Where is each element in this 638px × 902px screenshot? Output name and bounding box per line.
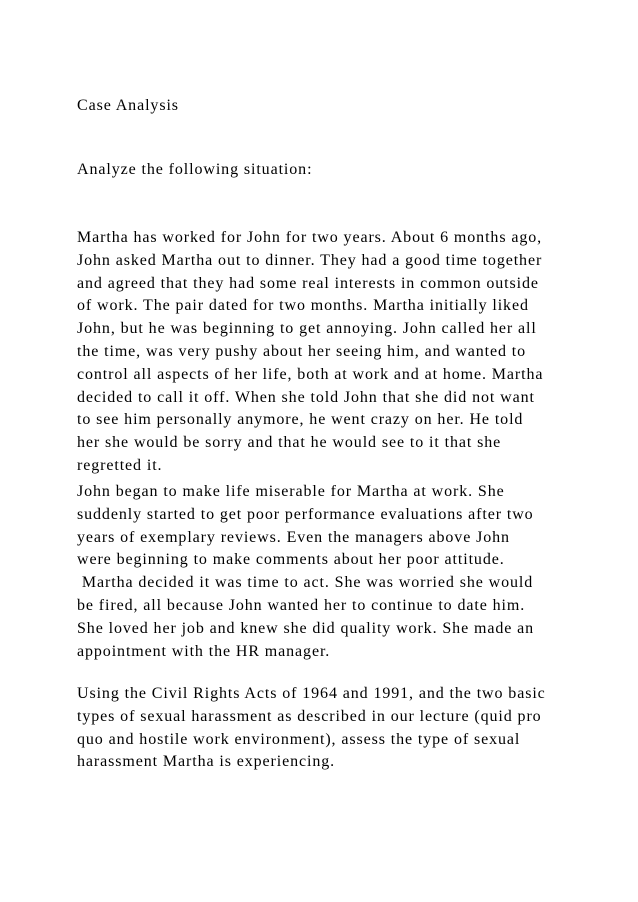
paragraph-line: appointment with the HR manager.	[77, 642, 331, 660]
prompt-text: Analyze the following situation:	[77, 161, 313, 178]
paragraph-line: Martha has worked for John for two years. About 6 months ago,	[77, 229, 543, 246]
paragraph-line: of work. The pair dated for two months. Martha initially liked	[77, 297, 529, 315]
paragraph-line: quo and hostile work environment), assess the type of sexual	[77, 730, 521, 748]
paragraph-line: John asked Martha out to dinner. They had a good time together	[77, 251, 543, 269]
paragraph-line: to see him personally anymore, he went crazy on her. He told	[77, 411, 524, 429]
document-title	[77, 95, 597, 118]
title-text: Case Analysis	[77, 97, 179, 114]
document-prompt	[77, 159, 597, 182]
paragraph-line: were beginning to make comments about her poor attitude.	[77, 551, 505, 569]
paragraph-line: the time, was very pushy about her seeing him, and wanted to	[77, 342, 527, 360]
paragraph-line: regretted it.	[77, 456, 163, 474]
paragraph-workplace	[77, 481, 597, 663]
paragraph-assignment	[77, 683, 597, 774]
paragraph-line: control all aspects of her life, both at work and at home. Martha	[77, 365, 544, 383]
paragraph-situation	[77, 227, 597, 478]
paragraph-line: Using the Civil Rights Acts of 1964 and 1991, and the two basic	[77, 685, 546, 702]
paragraph-line: and agreed that they had some real interests in common outside	[77, 274, 539, 292]
paragraph-line: be fired, all because John wanted her to continue to date him.	[77, 596, 526, 614]
paragraph-line: She loved her job and knew she did quality work. She made an	[77, 619, 535, 637]
paragraph-line: harassment Martha is experiencing.	[77, 753, 336, 771]
paragraph-line: suddenly started to get poor performance evaluations after two	[77, 505, 534, 523]
paragraph-line: her she would be sorry and that he would see to it that she	[77, 434, 502, 452]
paragraph-line: John, but he was beginning to get annoying. John called her all	[77, 320, 537, 338]
paragraph-line: years of exemplary reviews. Even the managers above John	[77, 528, 510, 546]
paragraph-line: decided to call it off. When she told John that she did not want	[77, 388, 535, 406]
paragraph-line: John began to make life miserable for Martha at work. She	[77, 483, 505, 500]
paragraph-line: Martha decided it was time to act. She was worried she would	[77, 574, 534, 592]
paragraph-line: types of sexual harassment as described in our lecture (quid pro	[77, 707, 542, 725]
